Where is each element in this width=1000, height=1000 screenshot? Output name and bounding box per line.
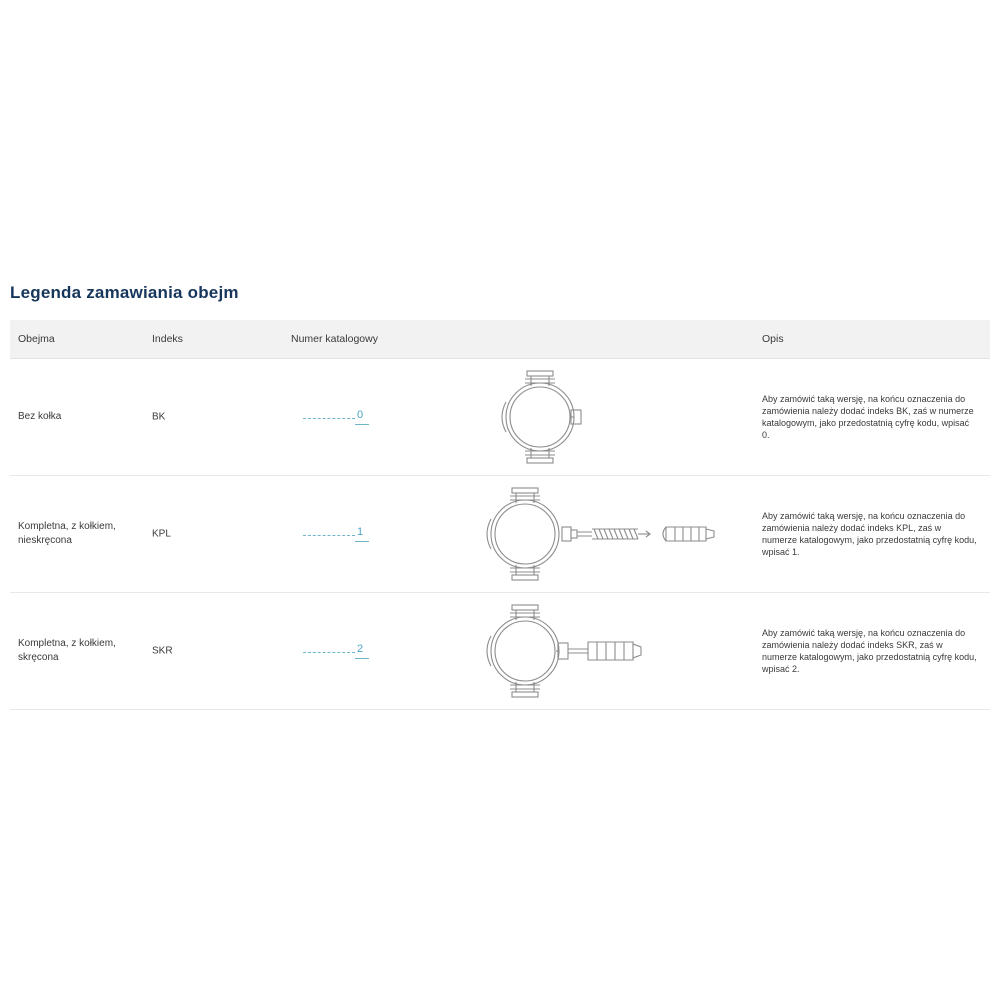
row-description: Aby zamówić taką wersję, na końcu oznaczenia do zamówienia należy dodać indeks BK, zaś w numerze katalogowym, jako przedostatnią cyfrę kodu, wpisać 0.: [762, 394, 974, 440]
clamp-index: KPL: [152, 528, 171, 540]
catalog-digit: 2: [357, 643, 364, 655]
catalog-digit-underline: [355, 424, 369, 425]
column-header-index: Indeks: [152, 333, 183, 345]
catalog-digit-underline: [355, 541, 369, 542]
catalog-dashes: [303, 418, 355, 419]
table-row: [10, 593, 990, 710]
catalog-digit-underline: [355, 658, 369, 659]
column-header-description: Opis: [762, 333, 784, 345]
column-header-catalog-number: Numer katalogowy: [291, 333, 378, 345]
row-description: Aby zamówić taką wersję, na końcu oznaczenia do zamówienia należy dodać indeks KPL, zaś w numerze katalogowym, jako przedostatnią cyfrę kodu, wpisać 1.: [762, 511, 977, 557]
table-row: [10, 476, 990, 593]
catalog-number: [291, 409, 471, 425]
clamp-figure-plain: [470, 362, 750, 472]
row-description: Aby zamówić taką wersję, na końcu oznaczenia do zamówienia należy dodać indeks SKR, zaś w numerze katalogowym, jako przedostatnią cyfrę kodu, wpisać 2.: [762, 628, 977, 674]
table-header-row: [10, 320, 990, 359]
column-header-clamp: Obejma: [18, 333, 55, 345]
clamp-name: Kompletna, z kołkiem, nieskręcona: [18, 521, 116, 546]
catalog-dashes: [303, 535, 355, 536]
table-row: [10, 359, 990, 476]
catalog-number: [291, 643, 471, 659]
clamp-index: SKR: [152, 645, 173, 657]
page-title: Legenda zamawiania obejm: [10, 283, 239, 302]
clamp-name: Kompletna, z kołkiem, skręcona: [18, 638, 116, 663]
clamp-name: Bez kołka: [18, 411, 62, 422]
clamp-figure-with-bolt-and-anchor: [470, 479, 750, 589]
catalog-number: [291, 526, 471, 542]
catalog-digit: 1: [357, 526, 364, 538]
catalog-dashes: [303, 652, 355, 653]
legend-table: [10, 320, 990, 710]
clamp-figure-assembled: [470, 596, 750, 706]
catalog-digit: 0: [357, 409, 364, 421]
clamp-index: BK: [152, 411, 166, 423]
